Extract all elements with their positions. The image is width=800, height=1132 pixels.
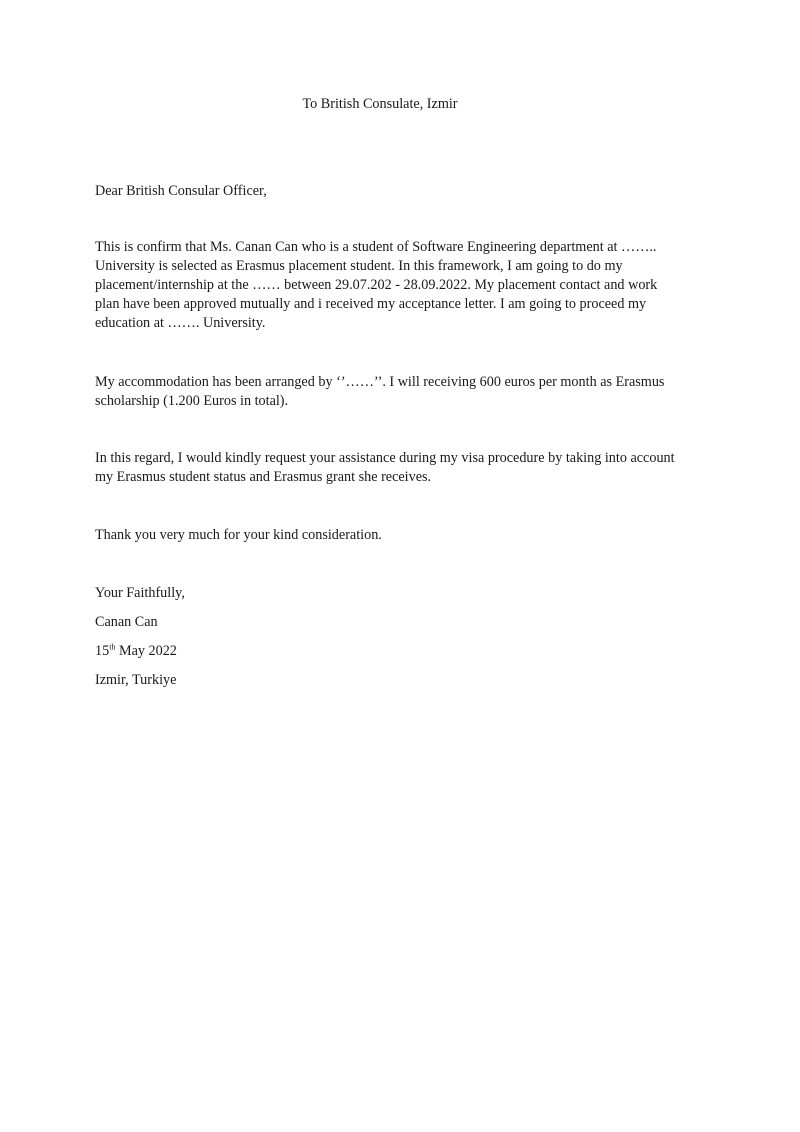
paragraph-line: placement/internship at the …… between 29.07.202 - 28.09.2022. My placement contact and work (95, 277, 658, 293)
paragraph-line: scholarship (1.200 Euros in total). (95, 393, 289, 409)
letter-location: Izmir, Turkiye (95, 672, 177, 688)
paragraph-confirmation (95, 238, 657, 333)
date-rest: May 2022 (115, 643, 177, 659)
paragraph-accommodation (95, 373, 664, 411)
letter-heading: To British Consulate, Izmir (302, 96, 458, 112)
thanks-line: Thank you very much for your kind consideration. (95, 527, 382, 543)
paragraph-line: education at ……. University. (95, 315, 266, 331)
signature-name: Canan Can (95, 614, 158, 630)
paragraph-line: In this regard, I would kindly request your assistance during my visa procedure by taking into account (95, 450, 675, 466)
date-suffix: th (109, 642, 116, 652)
paragraph-line: my Erasmus student status and Erasmus grant she receives. (95, 469, 432, 485)
paragraph-request (95, 449, 675, 487)
paragraph-line: plan have been approved mutually and i received my acceptance letter. I am going to proceed my (95, 296, 647, 312)
closing-line: Your Faithfully, (95, 585, 185, 601)
paragraph-line: This is confirm that Ms. Canan Can who is a student of Software Engineering department at …….. (95, 239, 657, 255)
letter-date (95, 642, 715, 661)
date-day: 15 (95, 643, 110, 659)
paragraph-line: University is selected as Erasmus placement student. In this framework, I am going to do my (95, 258, 623, 274)
paragraph-line: My accommodation has been arranged by ‘’……’’. I will receiving 600 euros per month as Erasmus (95, 374, 665, 390)
salutation: Dear British Consular Officer, (95, 183, 267, 199)
